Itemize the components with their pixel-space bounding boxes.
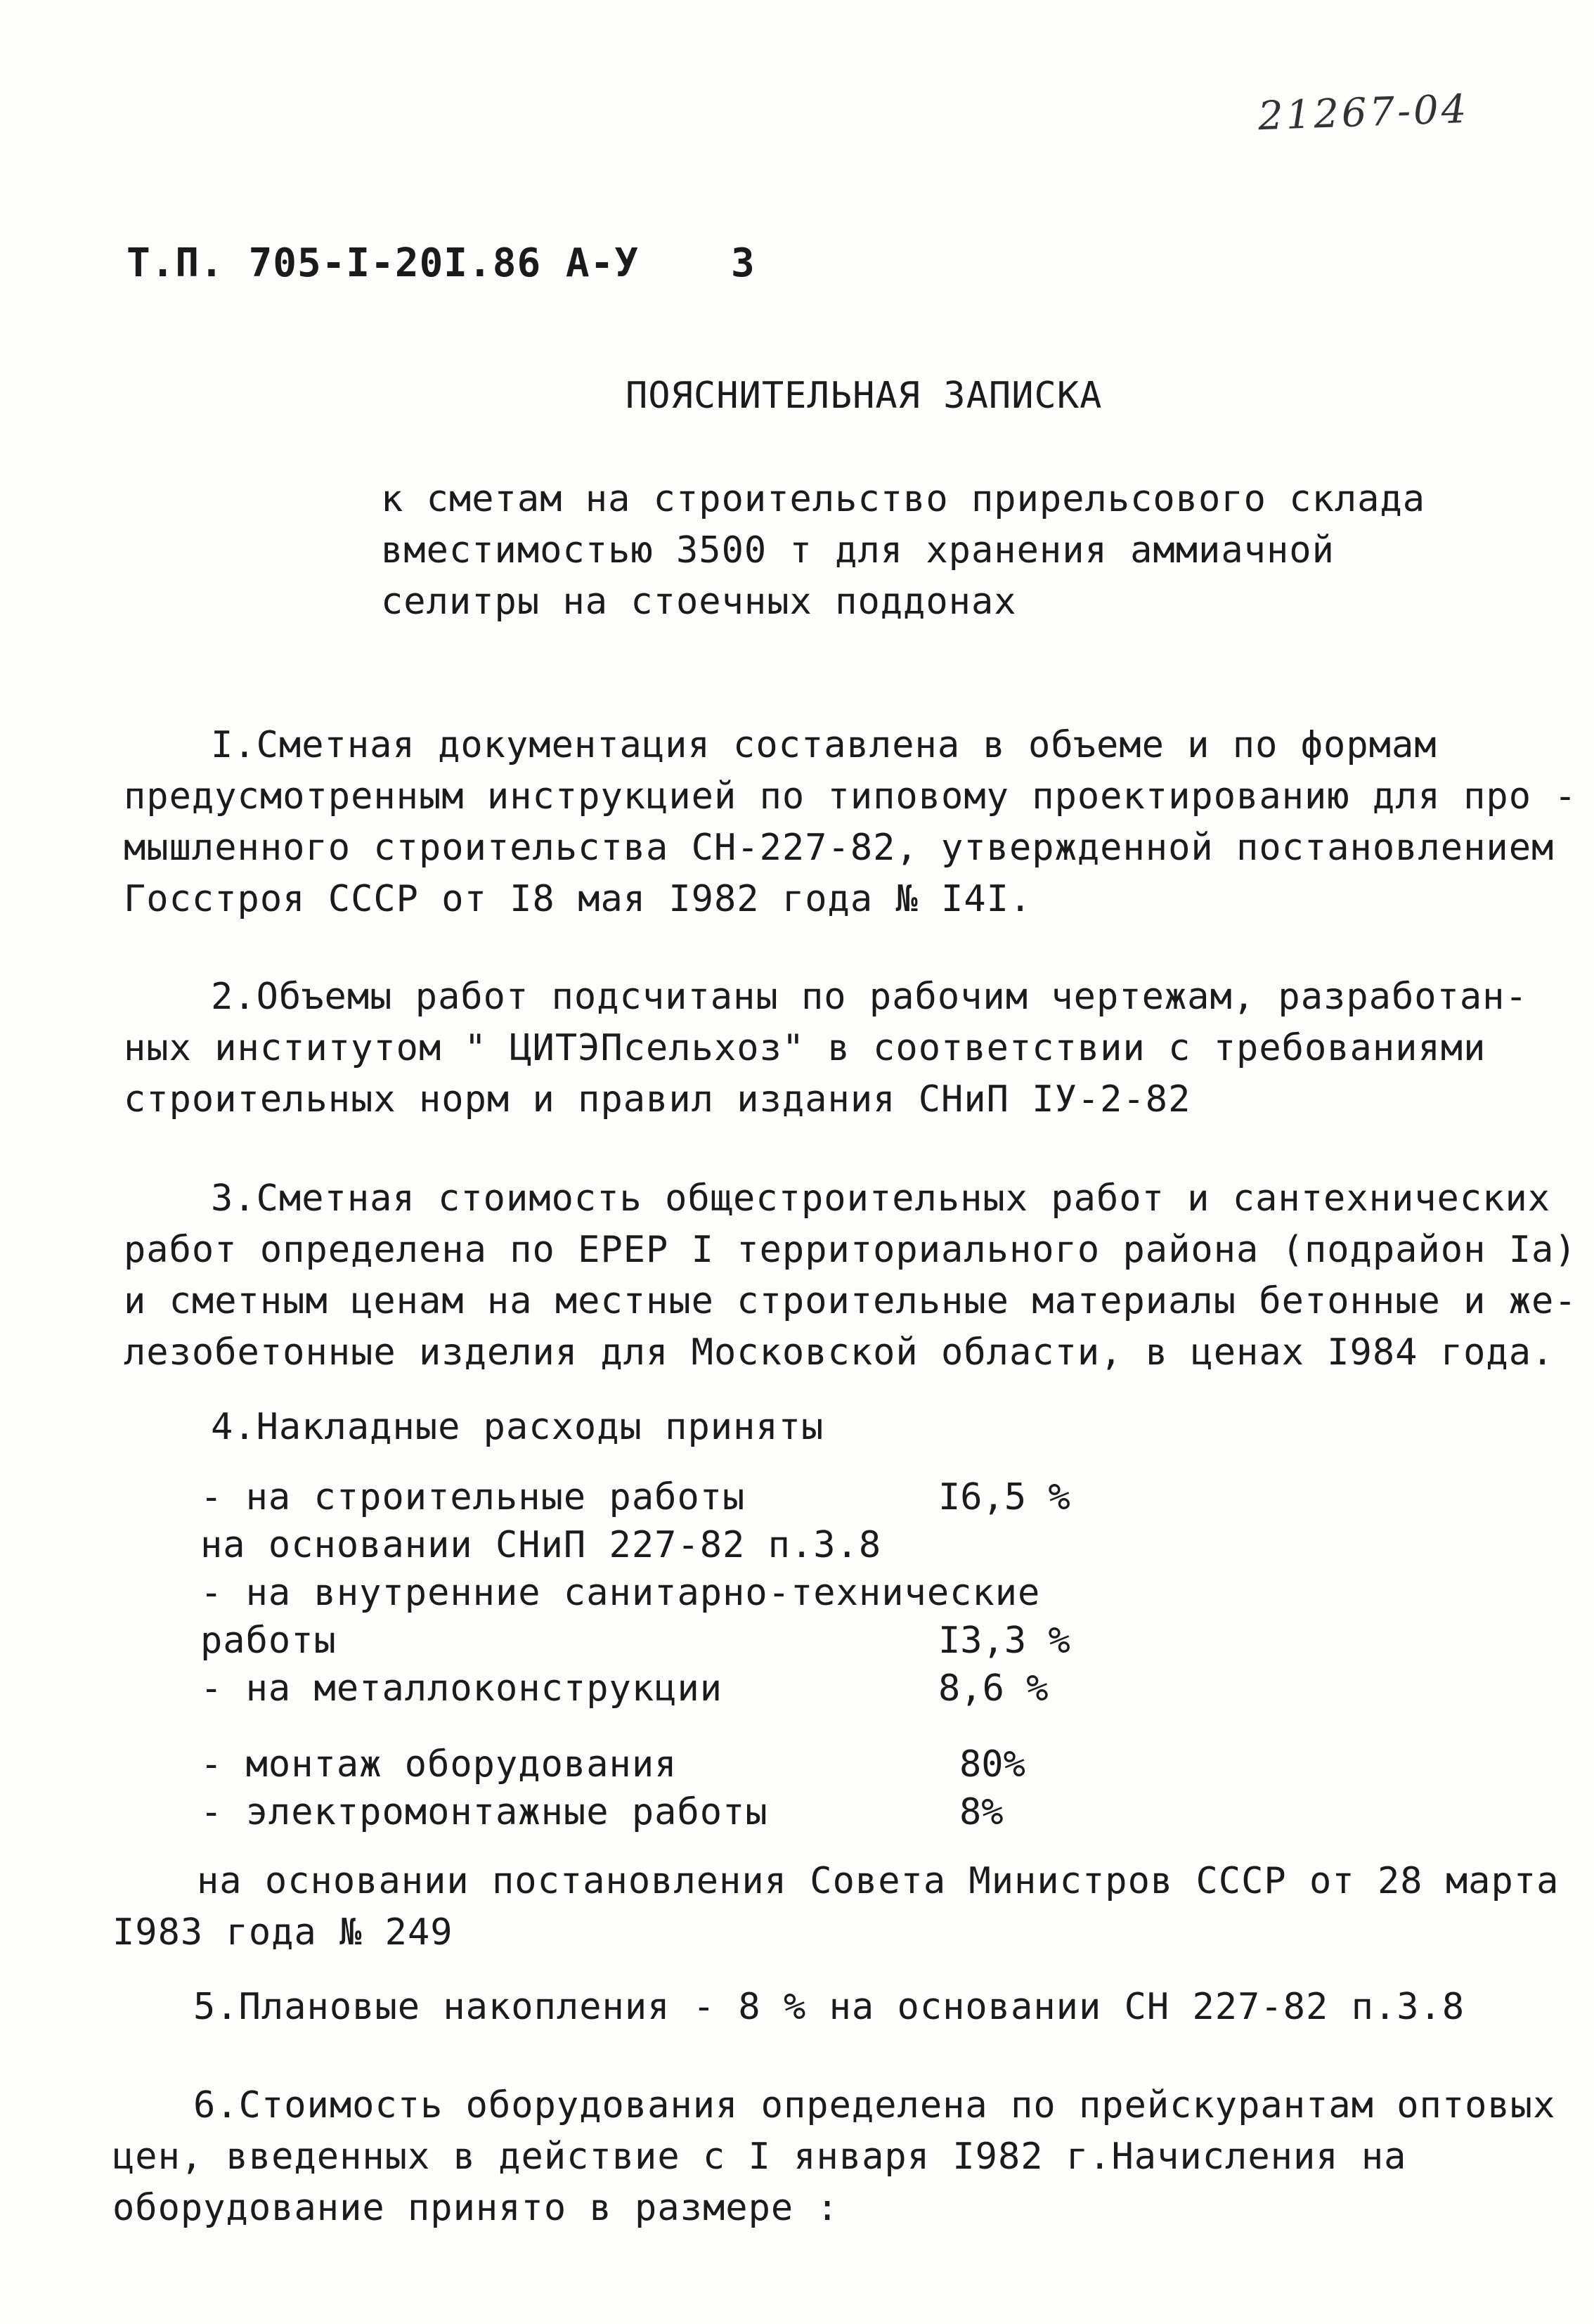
subtitle-line: вместимостью 3500 т для хранения аммиачной [381, 529, 1335, 572]
paragraph-6-line: оборудование принято в размере : [112, 2187, 839, 2229]
overhead-item-label: - монтаж оборудования [200, 1743, 678, 1786]
paragraph-3-line: лезобетонные изделия для Московской области, в ценах I984 года. [124, 1331, 1555, 1374]
paragraph-3-line: 3.Сметная стоимость общестроительных работ и сантехнических [211, 1177, 1551, 1220]
paragraph-1-line: предусмотренным инструкцией по типовому проектированию для про - [124, 775, 1577, 818]
paragraph-4-heading: 4.Накладные расходы приняты [211, 1406, 824, 1448]
overhead-item-value: 8,6 % [938, 1667, 1049, 1710]
archive-number: 21267-04 [1257, 86, 1470, 140]
paragraph-5: 5.Плановые накопления - 8 % на основании СН 227-82 п.3.8 [193, 1986, 1465, 2028]
paragraph-1-line: Госстроя СССР от I8 мая I982 года № I4I. [124, 878, 1032, 920]
paragraph-2-line: 2.Объемы работ подсчитаны по рабочим чертежам, разработан- [211, 976, 1528, 1018]
overhead-item-label: - электромонтажные работы [200, 1791, 768, 1833]
paragraph-1-line: мышленного строительства СН-227-82, утвержденной постановлением [124, 827, 1555, 869]
document-code: Т.П. 705-I-20I.86 А-У [127, 240, 640, 286]
overhead-item-label: - на строительные работы [200, 1476, 746, 1518]
subtitle-line: к сметам на строительство прирельсового склада [381, 478, 1426, 520]
paragraph-6-line: 6.Стоимость оборудования определена по прейскурантам оптовых [193, 2084, 1556, 2126]
page-number: 3 [731, 240, 756, 286]
overhead-item-label: на основании СНиП 227-82 п.3.8 [200, 1524, 882, 1566]
overhead-item-label: работы [200, 1620, 337, 1662]
paragraph-3-line: работ определена по ЕРЕР I территориального района (подрайон Iа) [124, 1229, 1577, 1271]
overhead-item-value: I3,3 % [938, 1620, 1070, 1662]
overhead-basis-line: на основании постановления Совета Министров СССР от 28 марта [197, 1860, 1560, 1902]
overhead-item-label: - на металлоконструкции [200, 1667, 723, 1710]
paragraph-2-line: ных институтом " ЦИТЭПсельхоз" в соответствии с требованиями [124, 1027, 1486, 1069]
overhead-basis-line: I983 года № 249 [112, 1911, 453, 1954]
subtitle-line: селитры на стоечных поддонах [381, 581, 1017, 623]
page-title: ПОЯСНИТЕЛЬНАЯ ЗАПИСКА [626, 375, 1103, 417]
overhead-item-value: 8% [959, 1791, 1004, 1833]
paragraph-1-line: I.Сметная документация составлена в объеме и по формам [211, 724, 1437, 766]
paragraph-2-line: строительных норм и правил издания СНиП IУ-2-82 [124, 1078, 1191, 1121]
overhead-item-value: 80% [959, 1743, 1025, 1786]
paragraph-3-line: и сметным ценам на местные строительные материалы бетонные и же- [124, 1280, 1577, 1322]
overhead-item-value: I6,5 % [938, 1476, 1070, 1518]
paragraph-6-line: цен, введенных в действие с I января I982 г.Начисления на [112, 2136, 1407, 2178]
overhead-item-label: - на внутренние санитарно-технические [200, 1572, 1041, 1614]
